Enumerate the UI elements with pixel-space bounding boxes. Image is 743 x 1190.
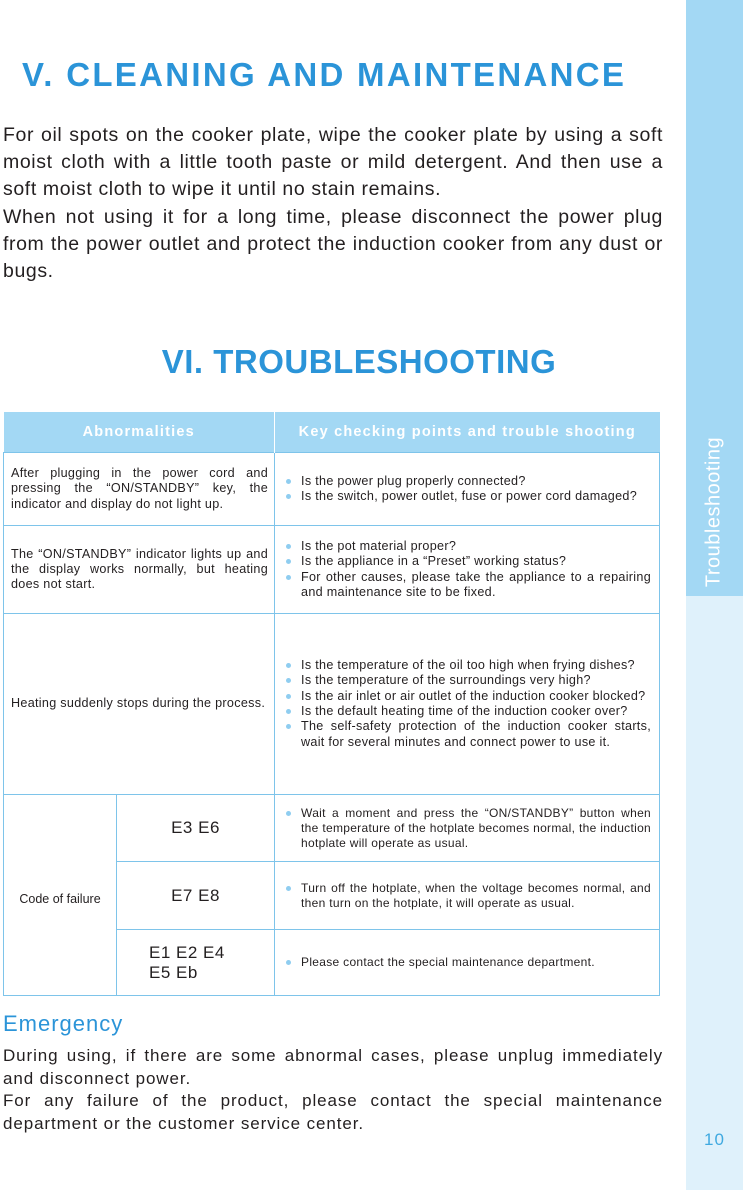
checks-cell xyxy=(275,614,660,795)
troubleshooting-table xyxy=(3,412,660,996)
header-key-points: Key checking points and trouble shooting xyxy=(275,412,660,453)
table-row xyxy=(4,614,660,795)
failure-code-line-2: E5 Eb xyxy=(149,962,198,982)
cleaning-paragraph-1: For oil spots on the cooker plate, wipe the cooker plate by using a soft moist cloth with a little tooth paste or mild detergent. And then use a soft moist cloth to wipe it until no stain remains. xyxy=(3,124,663,201)
failure-action: Turn off the hotplate, when the voltage becomes normal, and then turn on the hotplate, it will operate as usual. xyxy=(285,881,651,911)
check-item: Is the air inlet or air outlet of the induction cooker blocked? xyxy=(285,689,651,704)
abnormality-cell: After plugging in the power cord and pressing the “ON/STANDBY” key, the indicator and display do not light up. xyxy=(4,453,275,526)
table-row xyxy=(4,526,660,614)
failure-code: E7 E8 xyxy=(117,862,275,930)
table-header xyxy=(4,412,660,453)
emergency-paragraph-1: During using, if there are some abnormal cases, please unplug immediately and disconnect power. xyxy=(3,1046,663,1088)
check-item: Is the appliance in a “Preset” working status? xyxy=(285,554,651,569)
failure-action-cell xyxy=(275,862,660,930)
page-number: 10 xyxy=(704,1130,725,1149)
failure-code: E3 E6 xyxy=(117,795,275,862)
failure-action: Wait a moment and press the “ON/STANDBY” button when the temperature of the hotplate becomes normal, the induction hotplate will operate as usual. xyxy=(285,806,651,851)
check-item: Is the switch, power outlet, fuse or power cord damaged? xyxy=(285,489,651,504)
emergency-text xyxy=(3,1045,663,1135)
troubleshooting-title: VI. TROUBLESHOOTING xyxy=(161,343,557,380)
header-abnormalities: Abnormalities xyxy=(4,412,275,453)
check-item: Is the pot material proper? xyxy=(285,539,651,554)
table-row xyxy=(4,453,660,526)
failure-code-label: Code of failure xyxy=(4,795,117,996)
check-item: Is the temperature of the surroundings very high? xyxy=(285,673,651,688)
table-row xyxy=(4,795,660,862)
side-tab-lower xyxy=(686,596,743,1190)
checks-cell xyxy=(275,526,660,614)
check-item: For other causes, please take the appliance to a repairing and maintenance site to be fixed. xyxy=(285,570,651,601)
abnormality-cell: The “ON/STANDBY” indicator lights up and the display works normally, but heating does not start. xyxy=(4,526,275,614)
failure-action-cell xyxy=(275,930,660,996)
failure-action-cell xyxy=(275,795,660,862)
cleaning-text xyxy=(3,122,663,285)
cleaning-title: V. CLEANING AND MAINTENANCE xyxy=(22,56,627,93)
failure-code-line-1: E1 E2 E4 xyxy=(149,942,225,962)
failure-action: Please contact the special maintenance department. xyxy=(285,955,651,970)
cleaning-paragraph-2: When not using it for a long time, please disconnect the power plug from the power outlet and protect the induction cooker from any dust or bugs. xyxy=(3,205,663,283)
check-item: Is the temperature of the oil too high when frying dishes? xyxy=(285,658,651,673)
abnormality-cell: Heating suddenly stops during the process. xyxy=(4,614,275,795)
checks-cell xyxy=(275,453,660,526)
check-item: The self-safety protection of the induction cooker starts, wait for several minutes and connect power to use it. xyxy=(285,719,651,750)
check-item: Is the power plug properly connected? xyxy=(285,474,651,489)
failure-code xyxy=(117,930,275,996)
emergency-paragraph-2: For any failure of the product, please contact the special maintenance department or the customer service center. xyxy=(3,1091,663,1133)
emergency-title: Emergency xyxy=(3,1011,124,1036)
check-item: Is the default heating time of the induction cooker over? xyxy=(285,704,651,719)
